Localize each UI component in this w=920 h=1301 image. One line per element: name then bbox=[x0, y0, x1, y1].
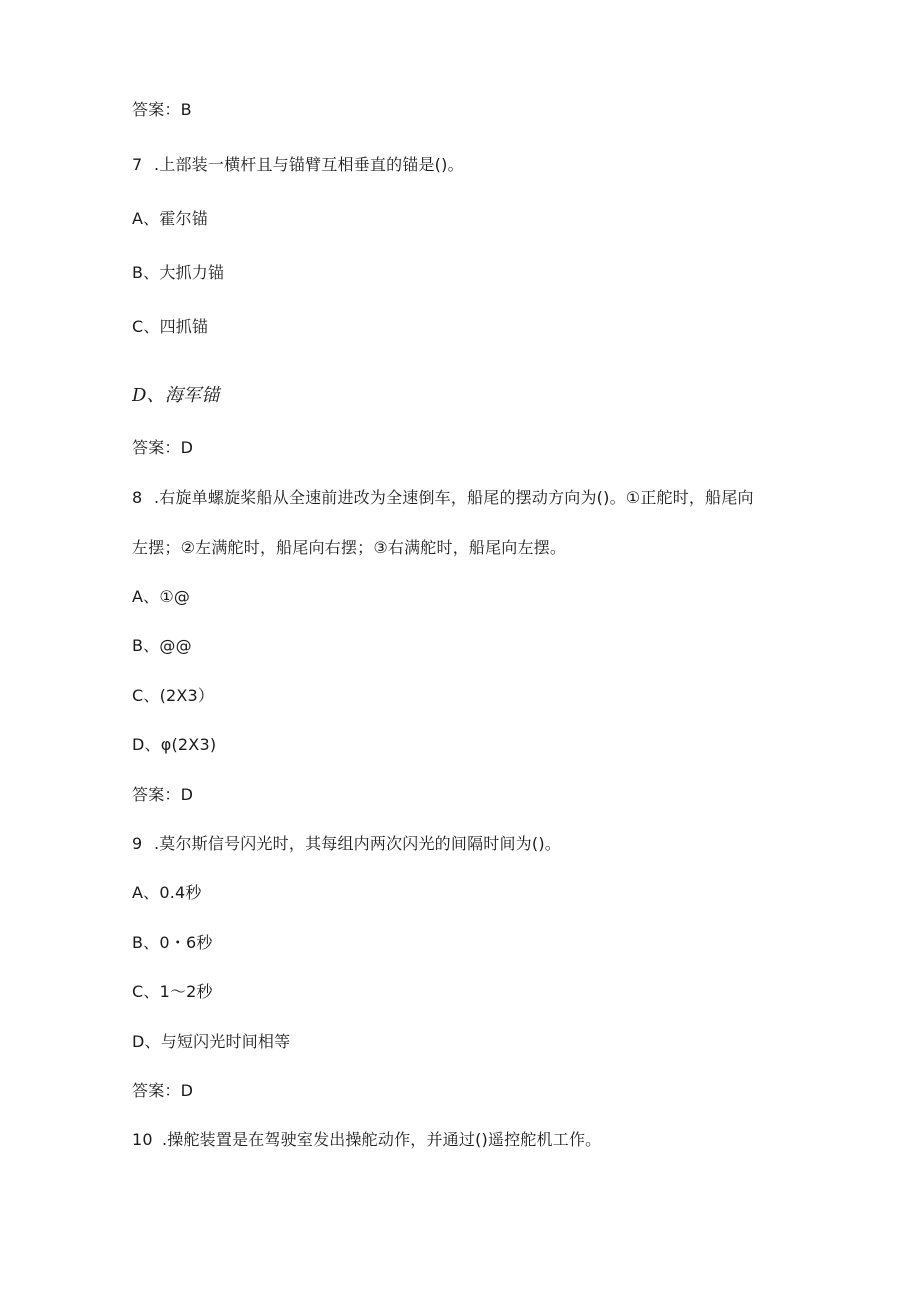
option-text: C、1〜2秒 bbox=[132, 982, 213, 1001]
option-a bbox=[132, 208, 208, 230]
option-d bbox=[132, 734, 216, 756]
option-a bbox=[132, 586, 190, 608]
answer-text: 答案：D bbox=[132, 438, 194, 457]
option-c bbox=[132, 316, 208, 338]
question-number: 8 bbox=[132, 488, 143, 507]
question-text: .上部装一横杆且与锚臂互相垂直的锚是()。 bbox=[154, 155, 464, 174]
option-text: A、①@ bbox=[132, 587, 191, 606]
option-text: A、0.4秒 bbox=[132, 883, 202, 902]
option-a bbox=[132, 882, 202, 904]
question-text: 左摆；②左满舵时，船尾向右摆；③右满舵时，船尾向左摆。 bbox=[132, 538, 567, 557]
option-b bbox=[132, 635, 192, 657]
option-text: C、(2X3） bbox=[132, 686, 215, 705]
question-number: 7 bbox=[132, 155, 143, 174]
option-b bbox=[132, 262, 224, 284]
question-number: 9 bbox=[132, 834, 143, 853]
question-8-continued bbox=[132, 537, 566, 559]
question-7 bbox=[132, 154, 464, 176]
option-text: D、φ(2X3) bbox=[132, 735, 217, 754]
option-c bbox=[132, 981, 213, 1003]
question-text: .莫尔斯信号闪光时，其每组内两次闪光的间隔时间为()。 bbox=[154, 834, 561, 853]
answer-text: 答案：D bbox=[132, 1081, 194, 1100]
option-text: C、四抓锚 bbox=[132, 317, 209, 336]
answer-text: 答案：D bbox=[132, 785, 194, 804]
question-9 bbox=[132, 833, 561, 855]
option-text: B、@@ bbox=[132, 636, 192, 655]
answer-text: 答案：B bbox=[132, 100, 192, 119]
option-text: D、海军锚 bbox=[132, 385, 220, 406]
option-text: B、0・6秒 bbox=[132, 933, 213, 952]
question-text: .操舵装置是在驾驶室发出操舵动作，并通过()遥控舵机工作。 bbox=[162, 1130, 602, 1149]
option-b bbox=[132, 932, 213, 954]
answer-line bbox=[132, 1080, 193, 1102]
option-d bbox=[132, 1031, 290, 1053]
option-c bbox=[132, 685, 214, 707]
option-text: A、霍尔锚 bbox=[132, 209, 208, 228]
question-8 bbox=[132, 487, 754, 509]
question-number: 10 bbox=[132, 1130, 153, 1149]
option-text: D、与短闪光时间相等 bbox=[132, 1032, 291, 1051]
option-d bbox=[132, 385, 219, 407]
question-text: .右旋单螺旋桨船从全速前进改为全速倒车，船尾的摆动方向为()。①正舵时，船尾向 bbox=[154, 488, 754, 507]
question-10 bbox=[132, 1129, 601, 1151]
option-text: B、大抓力锚 bbox=[132, 263, 225, 282]
answer-line bbox=[132, 784, 193, 806]
answer-line bbox=[132, 437, 193, 459]
answer-line bbox=[132, 99, 192, 121]
